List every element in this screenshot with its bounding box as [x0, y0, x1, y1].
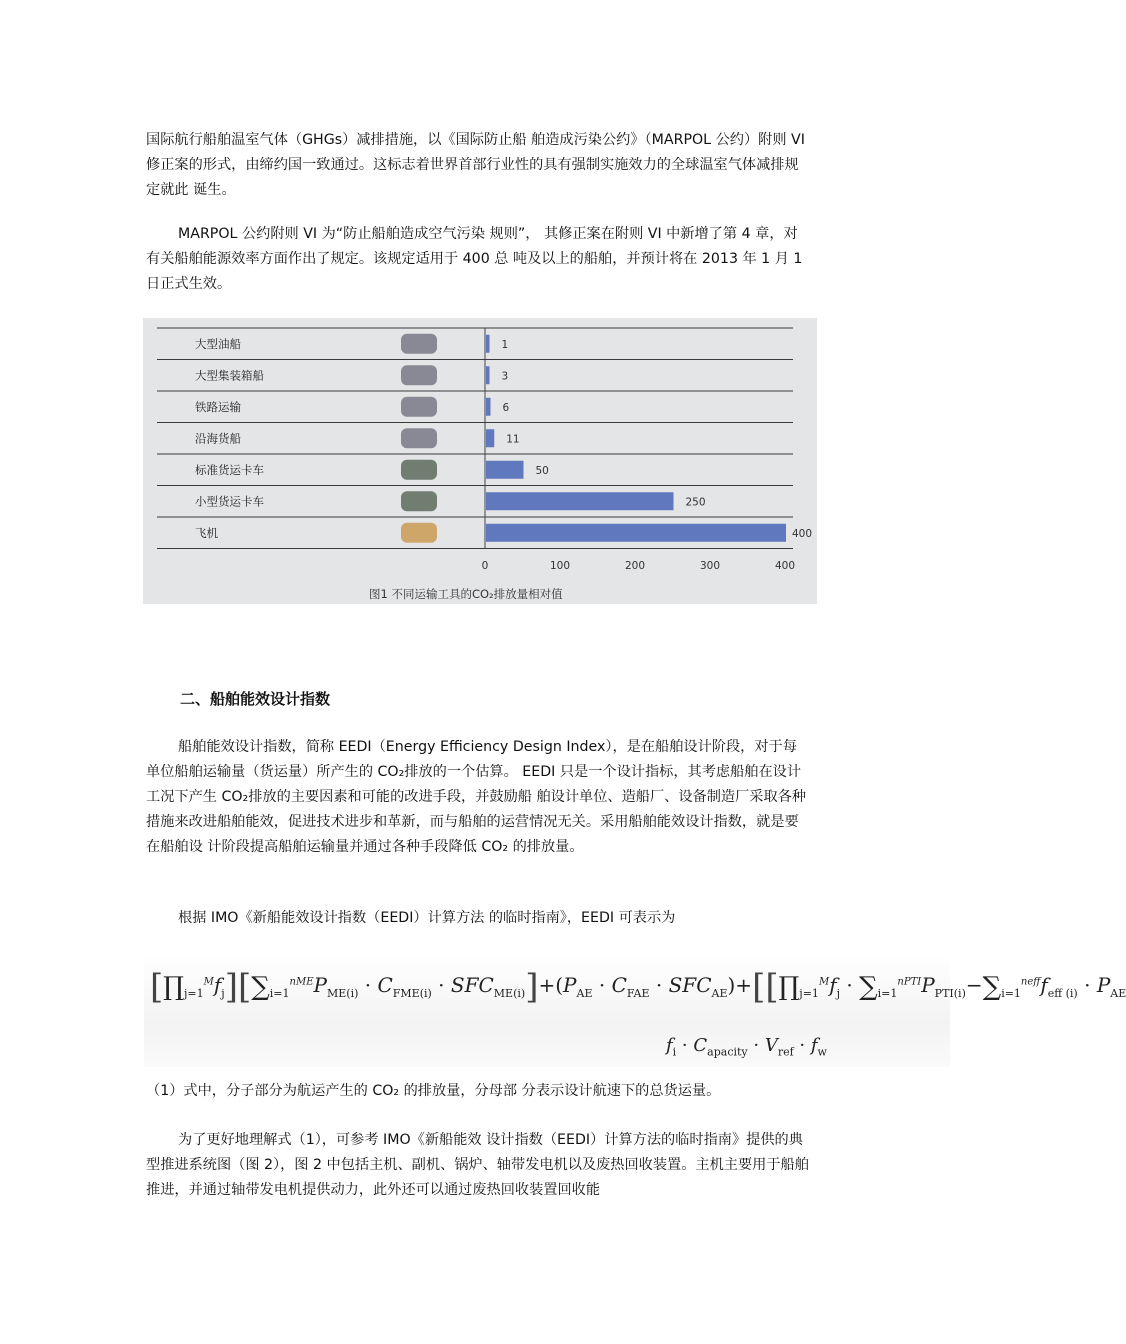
value-label: 3 [501, 370, 509, 383]
category-label: 小型货运卡车 [195, 494, 264, 509]
bar [486, 366, 490, 384]
figure-caption: 图1 不同运输工具的CO₂排放量相对值 [369, 587, 563, 601]
truck-icon [401, 460, 437, 480]
x-tick-label: 200 [624, 560, 646, 572]
paragraph-5: （1）式中，分子部分为航运产生的 CO₂ 的排放量，分母部 分表示设计航速下的总货运量。 [146, 1083, 721, 1099]
formula-denominator: $f_i \cdot C_{apacity} \cdot V_{ref} \cdot f_w$ [666, 1035, 827, 1059]
bar [486, 461, 524, 479]
bar [486, 492, 674, 510]
x-tick-label: 0 [481, 560, 489, 572]
airplane-icon [401, 523, 437, 543]
category-label: 铁路运输 [195, 399, 241, 414]
x-tick-label: 400 [774, 560, 796, 572]
bar [486, 429, 494, 447]
train-icon [401, 397, 437, 417]
coastal-ship-icon [401, 428, 437, 448]
value-label: 400 [792, 527, 813, 540]
value-label: 6 [502, 401, 510, 414]
bar [486, 335, 490, 353]
category-label: 飞机 [195, 525, 218, 540]
eedi-formula [144, 955, 1126, 1067]
value-label: 1 [501, 338, 509, 351]
paragraph-4: 根据 IMO《新船能效设计指数（EEDI）计算方法 的临时指南》，EEDI 可表示为 [178, 910, 676, 926]
container-ship-icon [401, 365, 437, 385]
paragraph-2: MARPOL 公约附则 VI 为“防止船舶造成空气污染 规则”， 其修正案在附则 VI 中新增了第 4 章，对有关船舶能源效率方面作出了规定。该规定适用于 400 总 吨及以上的船舶，并预计将在 2013 年 1 月 1 日正式生效。 [146, 226, 803, 292]
paragraph-3: 船舶能效设计指数，简称 EEDI（Energy Efficiency Design Index），是在船舶设计阶段，对于每单位船舶运输量（货运量）所产生的 CO₂排放的一个估算。 EEDI 只是一个设计指标，其考虑船舶在设计工况下产生 CO₂排放的主要因素和可能的改进手段，并鼓励船 舶设计单位、造船厂、设备制造厂采取各种措施来改进船舶能效，促进技术进步和革新，而与船舶的运营情况无关。采用船舶能效设计指数，就是要在船舶设 计阶段提高船舶运输量并通过各种手段降低 CO₂ 的排放量。 [146, 739, 807, 855]
tanker-ship-icon [401, 334, 437, 354]
co2-emission-chart-figure [143, 318, 817, 604]
paragraph-6: 为了更好地理解式（1），可参考 IMO《新船能效 设计指数（EEDI）计算方法的临时指南》提供的典型推进系统图（图 2），图 2 中包括主机、副机、锅炉、轴带发电机以及废热回收装置。主机主要用于船舶推进，并通过轴带发电机提供动力，此外还可以通过废热回收装置回收能 [146, 1132, 809, 1198]
bar [486, 398, 491, 416]
formula-numerator: $[\prod_{j=1}^Mf_j][\sum_{i=1}^{nME}P_{ME(i)} \cdot C_{FME(i)} \cdot SFC_{ME(i)}]+(P_{AE} \cdot C_{FAE}$ · $SFC_{AE})+[[\prod_{j=1}^Mf_j \cdot \sum_{i=1}^{nPTI}P_{PTI(i)}-\sum_{i=1}^{neff}f_{eff (i)} \cdot P_{AE}$ [150, 967, 1126, 1007]
paragraph-1: 国际航行船舶温室气体（GHGs）减排措施，以《国际防止船 舶造成污染公约》（MARPOL 公约）附则 VI 修正案的形式，由缔约国一致通过。这标志着世界首部行业性的具有强制实施效力的全球温室气体减排规定就此 诞生。 [146, 132, 805, 198]
x-tick-label: 100 [549, 560, 571, 572]
value-label: 250 [685, 496, 706, 509]
category-label: 大型油船 [195, 336, 241, 351]
category-label: 沿海货船 [195, 431, 241, 446]
value-label: 11 [506, 433, 520, 446]
x-tick-label: 300 [699, 560, 721, 572]
section-heading: 二、船舶能效设计指数 [180, 690, 331, 708]
bar [486, 524, 786, 542]
category-label: 标准货运卡车 [195, 462, 264, 477]
value-label: 50 [535, 464, 549, 477]
small-truck-icon [401, 491, 437, 511]
co2-bar-chart [143, 318, 817, 604]
category-label: 大型集装箱船 [195, 368, 264, 383]
